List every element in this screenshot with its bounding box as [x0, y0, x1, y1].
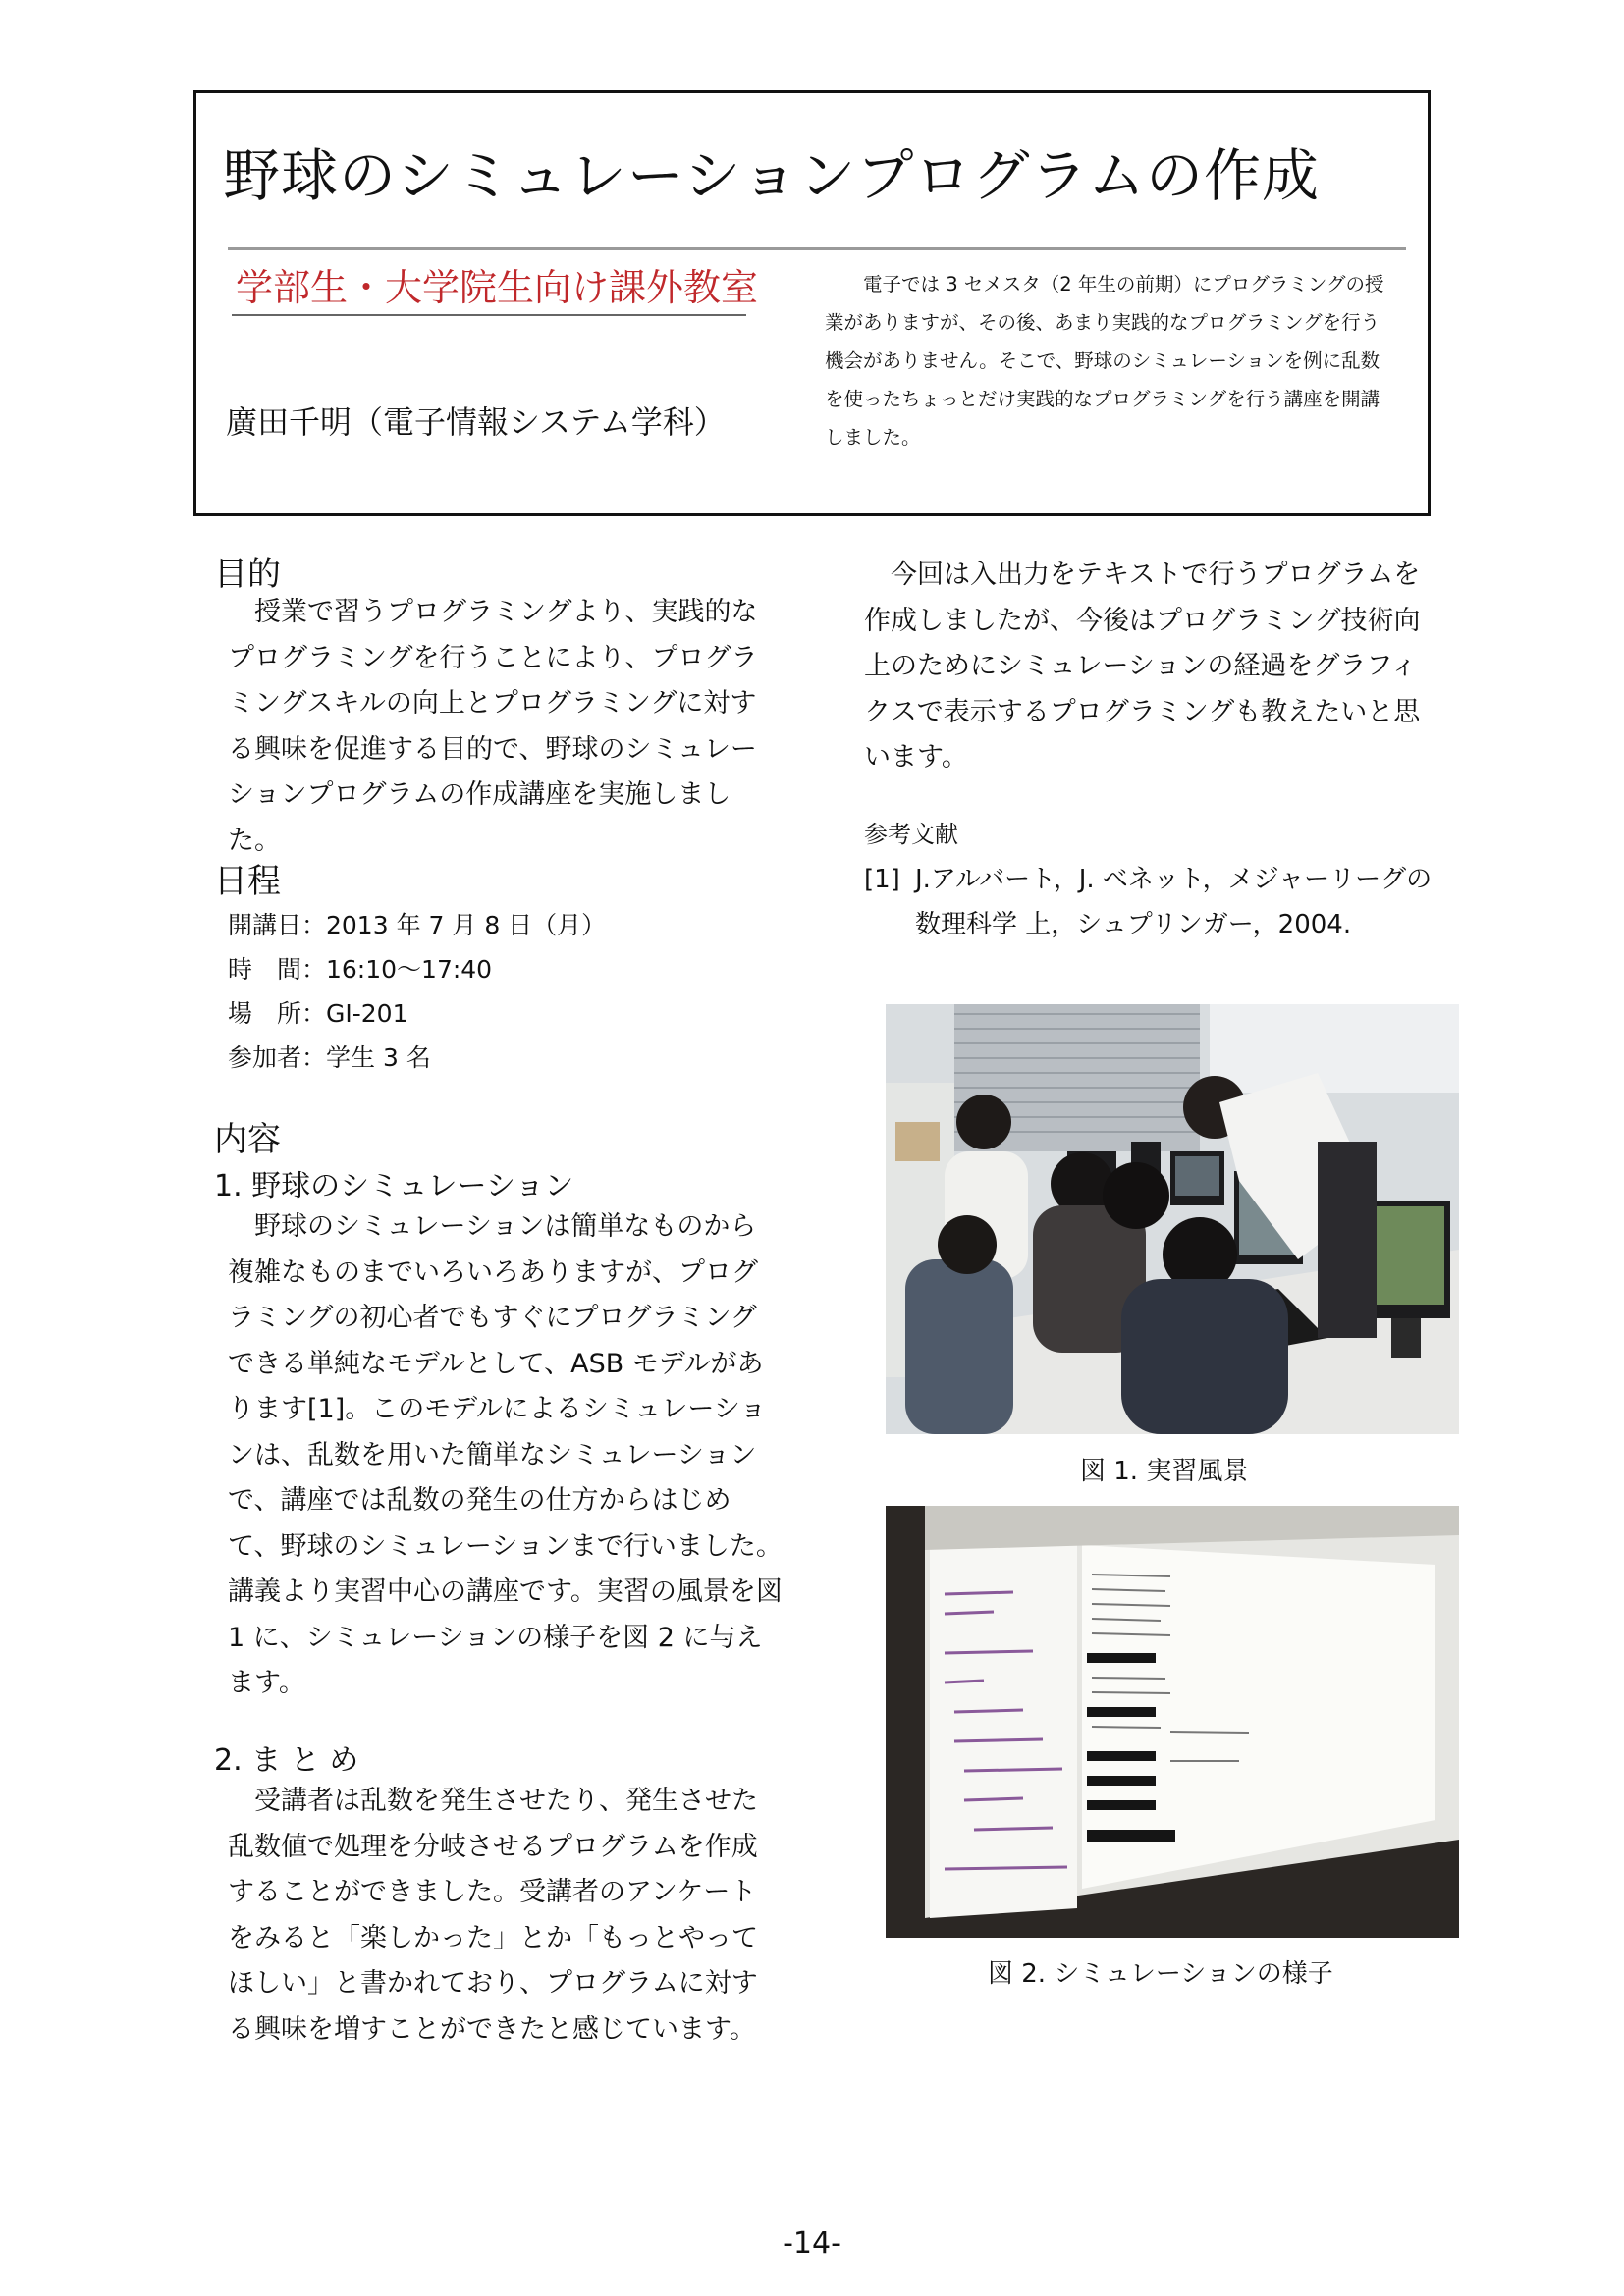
author: 廣田千明（電子情報システム学科） — [226, 403, 726, 441]
title-divider — [228, 247, 1406, 250]
reference-item — [864, 857, 1434, 947]
purpose-heading: 目的 — [214, 555, 281, 594]
reference-number: [1] — [864, 865, 900, 894]
figure1-caption: 図 1. 実習風景 — [1080, 1457, 1249, 1486]
section1-body — [228, 1204, 783, 1707]
content-heading: 内容 — [214, 1120, 281, 1159]
section1-paragraph: 野球のシミュレーションは簡単なものから複雑なものまでいろいろありますが、プログラミングの初心者でもすぐにプログラミングできる単純なモデルとして、ASB モデルがあります[1]。このモデルによるシミュレーションは、乱数を用いた簡単なシミュレーションで、講座では乱数の発生の仕方からはじめて、野球のシミュレーションまで行いました。講義より実習中心の講座です。実習の風景を図 1 に、シミュレーションの様子を図 2 に与えます。 — [228, 1211, 783, 1698]
subtitle: 学部生・大学院生向け課外教室 — [236, 266, 759, 309]
schedule-participants: 参加者：学生 3 名 — [228, 1043, 431, 1072]
intro-paragraph: 電子では 3 セメスタ（2 年生の前期）にプログラミングの授業がありますが、その後、あまり実践的なプログラミングを行う機会がありません。そこで、野球のシミュレーションを例に乱数を使ったちょっとだけ実践的なプログラミングを行う講座を開講しました。 — [825, 273, 1384, 449]
schedule-time: 時 間：16:10〜17:40 — [228, 955, 493, 984]
page-title: 野球のシミュレーションプログラムの作成 — [223, 142, 1320, 209]
screen-photo-illustration — [886, 1506, 1459, 1938]
outlook-paragraph: 今回は入出力をテキストで行うプログラムを作成しましたが、今後はプログラミング技術向上のためにシミュレーションの経過をグラフィクスで表示するプログラミングも教えたいと思います。 — [864, 560, 1421, 773]
page-number: -14- — [783, 2226, 841, 2261]
references-heading: 参考文献 — [864, 821, 958, 848]
intro-text — [825, 265, 1394, 456]
section2-paragraph: 受講者は乱数を発生させたり、発生させた乱数値で処理を分岐させるプログラムを作成することができました。受講者のアンケートをみると「楽しかった」とか「もっとやってほしい」と書かれており、プログラムに対する興味を増すことができたと感じています。 — [228, 1786, 758, 2045]
section2-body — [228, 1779, 783, 2053]
section2-heading: 2. ま と め — [214, 1743, 359, 1778]
schedule-list — [228, 903, 606, 1080]
reference-text: J.アルバート，J. ベネット，メジャーリーグの数理科学 上，シュプリンガー，2004. — [915, 865, 1433, 939]
figure2-caption: 図 2. シミュレーションの様子 — [988, 1959, 1333, 1989]
schedule-place: 場 所：GI-201 — [228, 999, 408, 1028]
schedule-heading: 日程 — [214, 862, 281, 901]
outlook-body — [864, 553, 1426, 781]
subtitle-underline — [232, 314, 746, 316]
purpose-paragraph: 授業で習うプログラミングより、実践的なプログラミングを行うことにより、プログラミングスキルの向上とプログラミングに対する興味を促進する目的で、野球のシミュレーションプログラムの作成講座を実施しました。 — [228, 597, 758, 856]
figure2-photo — [886, 1506, 1459, 1938]
classroom-photo-illustration — [886, 1004, 1459, 1434]
purpose-body — [228, 590, 783, 864]
section1-heading: 1. 野球のシミュレーション — [214, 1169, 574, 1203]
figure1-photo — [886, 1004, 1459, 1434]
schedule-date: 開講日：2013 年 7 月 8 日（月） — [228, 911, 607, 939]
